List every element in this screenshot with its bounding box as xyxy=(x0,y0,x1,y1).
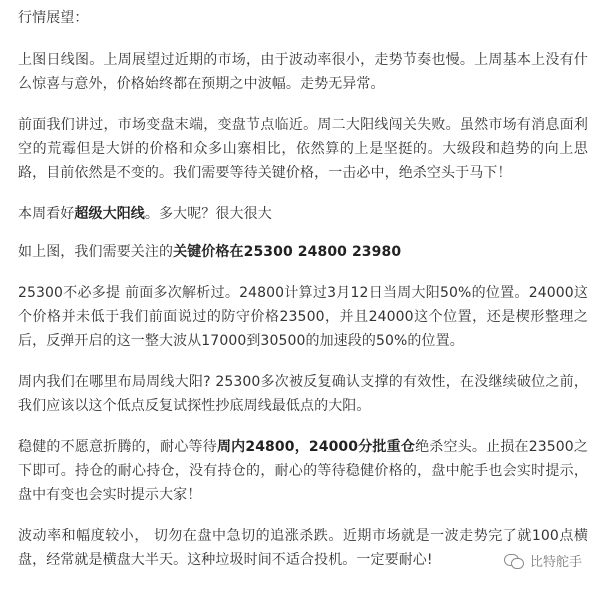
watermark xyxy=(500,549,586,572)
paragraph-strategy xyxy=(18,435,588,507)
paragraph-price-analysis: 25300不必多提 前面多次解析过。24800计算过3月12日当周大阳50%的位置。24000这个价格并未低于我们前面说过的防守价格23500，并且24000这个位置，还是楔形整理之后，反弹开启的这一整大波从17000到30500的加速段的50%的位置。 xyxy=(18,285,588,349)
paragraph-volatility: 波动率和幅度较小， 切勿在盘中急切的追涨杀跌。近期市场就是一波走势完了就100点横盘，经常就是横盘大半天。这种垃圾时间不适合投机。一定要耐心! xyxy=(18,528,588,568)
paragraph-market-turning: 前面我们讲过，市场变盘末端，变盘节点临近。周二大阳线闯关失败。虽然市场有消息面利空的荒霉但是大饼的价格和众多山寨相比，依然算的上是坚挺的。大级段和趋势的向上思路，目前依然是不变的。我们需要等待关键价格，一击必中，绝杀空头于马下！ xyxy=(18,117,588,181)
paragraph-daily-chart: 上图日线图。上周展望过近期的市场，由于波动率很小，走势节奏也慢。上周基本上没有什么惊喜与意外，价格始终都在预期之中波幅。走势无异常。 xyxy=(18,52,588,92)
outlook-text-bold: 超级大阳线 xyxy=(74,206,145,222)
key-prices-text-bold: 关键价格在25300 24800 23980 xyxy=(173,244,402,260)
outlook-text-pre: 本周看好 xyxy=(18,206,75,222)
strategy-text-bold: 周内24800，24000分批重仓 xyxy=(216,439,416,455)
strategy-text-post: 绝杀空头。止损在23500之下即可。持仓的耐心持仓，没有持仓的，耐心的等待稳健价格的，盘中舵手也会实时提示，盘中有变也会实时提示大家！ xyxy=(18,439,588,503)
outlook-text-post: 。多大呢？很大很大 xyxy=(144,206,272,222)
watermark-text: 比特舵手 xyxy=(529,555,582,570)
paragraph-weekly-outlook xyxy=(18,202,588,226)
section-heading: 行情展望： xyxy=(18,10,89,26)
paragraph-key-prices xyxy=(18,240,588,264)
article-body xyxy=(18,6,588,589)
key-prices-text-pre: 如上图，我们需要关注的 xyxy=(18,244,174,260)
strategy-text-pre: 稳健的不愿意折腾的，耐心等待 xyxy=(18,439,217,455)
wechat-icon xyxy=(504,553,524,569)
paragraph-weekly-layout: 周内我们在哪里布局周线大阳? 25300多次被反复确认支撑的有效性，在没继续破位之前，我们应该以这个低点反复试探性抄底周线最低点的大阳。 xyxy=(18,374,588,414)
